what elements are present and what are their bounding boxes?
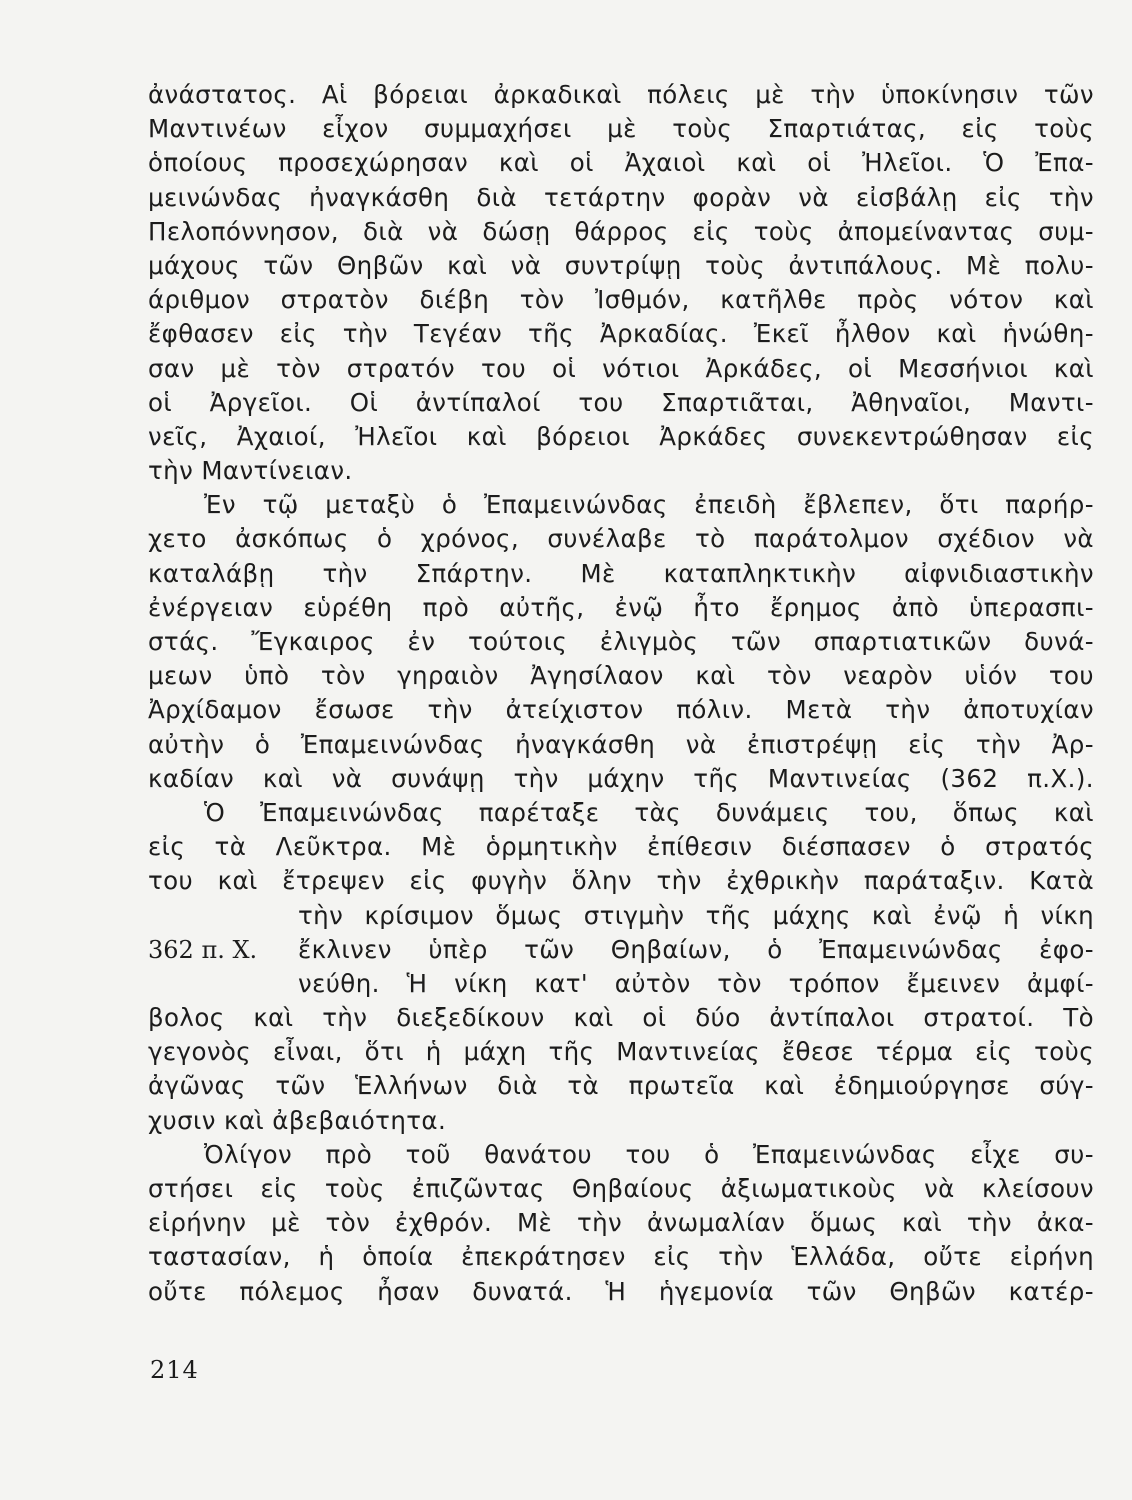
text-line: Μαντινέων εἶχον συμμαχήσει μὲ τοὺς Σπαρτιάτας, εἰς τοὺς — [148, 114, 1094, 144]
text-line: καδίαν καὶ νὰ συνάψῃ τὴν μάχην τῆς Μαντινείας (362 π.Χ.). — [148, 763, 1094, 793]
text-line: Ἐν τῷ μεταξὺ ὁ Ἐπαμεινώνδας ἐπειδὴ ἔβλεπεν, ὅτι παρήρ- — [204, 490, 1094, 520]
text-line: Ἀρχίδαμον ἔσωσε τὴν ἀτείχιστον πόλιν. Μετὰ τὴν ἀποτυχίαν — [148, 695, 1094, 725]
text-line: χετο ἀσκόπως ὁ χρόνος, συνέλαβε τὸ παράτολμον σχέδιον νὰ — [148, 524, 1094, 554]
text-line: ἀνάστατος. Αἱ βόρειαι ἀρκαδικαὶ πόλεις μὲ τὴν ὑποκίνησιν τῶν — [148, 80, 1094, 109]
text-line: καταλάβῃ τὴν Σπάρτην. Μὲ καταπληκτικὴν αἰφνιδιαστικὴν — [148, 558, 1094, 588]
text-line: αὐτὴν ὁ Ἐπαμεινώνδας ἠναγκάσθη νὰ ἐπιστρέψῃ εἰς τὴν Ἀρ- — [148, 729, 1094, 759]
text-line: ὁποίους προσεχώρησαν καὶ οἱ Ἀχαιοὶ καὶ οἱ Ἠλεῖοι. Ὁ Ἐπα- — [148, 148, 1094, 178]
text-line: ἀγῶνας τῶν Ἑλλήνων διὰ τὰ πρωτεῖα καὶ ἐδημιούργησε σύγ- — [148, 1071, 1094, 1101]
marginal-note: 362 π. Χ. — [148, 935, 258, 964]
text-line: ἔκλινεν ὑπὲρ τῶν Θηβαίων, ὁ Ἐπαμεινώνδας ἐφο- — [298, 934, 1094, 964]
text-line: τὴν κρίσιμον ὅμως στιγμὴν τῆς μάχης καὶ ἐνῷ ἡ νίκη — [298, 900, 1094, 930]
text-line: χυσιν καὶ ἀβεβαιότητα. — [148, 1105, 447, 1135]
text-line: μεινώνδας ἠναγκάσθη διὰ τετάρτην φορὰν νὰ εἰσβάλῃ εἰς τὴν — [148, 182, 1094, 212]
marginal-row — [148, 933, 1094, 967]
text-line: Πελοπόννησον, διὰ νὰ δώσῃ θάρρος εἰς τοὺς ἀπομείναντας συμ- — [148, 216, 1094, 246]
text-line: οὔτε πόλεμος ἦσαν δυνατά. Ἡ ἡγεμονία τῶν Θηβῶν κατέρ- — [148, 1276, 1094, 1306]
text-line: Ὁ Ἐπαμεινώνδας παρέταξε τὰς δυνάμεις του, ὅπως καὶ — [204, 797, 1094, 827]
text-line: ἔφθασεν εἰς τὴν Τεγέαν τῆς Ἀρκαδίας. Ἐκεῖ ἦλθον καὶ ἡνώθη- — [148, 319, 1094, 349]
text-line: εἰρήνην μὲ τὸν ἐχθρόν. Μὲ τὴν ἀνωμαλίαν ὅμως καὶ τὴν ἀκα- — [148, 1208, 1094, 1238]
text-line: του καὶ ἔτρεψεν εἰς φυγὴν ὅλην τὴν ἐχθρικὴν παράταξιν. Κατὰ — [148, 866, 1094, 896]
text-line: σαν μὲ τὸν στρατόν του οἱ νότιοι Ἀρκάδες, οἱ Μεσσήνιοι καὶ — [148, 353, 1094, 383]
text-line: οἱ Ἀργεῖοι. Οἱ ἀντίπαλοί του Σπαρτιᾶται, Ἀθηναῖοι, Μαντι- — [148, 387, 1094, 417]
text-line: Ὀλίγον πρὸ τοῦ θανάτου του ὁ Ἐπαμεινώνδας εἶχε συ- — [204, 1139, 1094, 1169]
text-line: μεων ὑπὸ τὸν γηραιὸν Ἀγησίλαον καὶ τὸν νεαρὸν υἱόν του — [148, 661, 1094, 691]
text-line: στάς. Ἔγκαιρος ἐν τούτοις ἐλιγμὸς τῶν σπαρτιατικῶν δυνά- — [148, 627, 1094, 656]
text-line: ἐνέργειαν εὑρέθη πρὸ αὐτῆς, ἐνῷ ἦτο ἔρημος ἀπὸ ὑπερασπι- — [148, 592, 1094, 622]
text-line: τὴν Μαντίνειαν. — [148, 456, 353, 486]
text-line: βολος καὶ τὴν διεξεδίκουν καὶ οἱ δύο ἀντίπαλοι στρατοί. Τὸ — [148, 1003, 1094, 1033]
text-line: στήσει εἰς τοὺς ἐπιζῶντας Θηβαίους ἀξιωματικοὺς νὰ κλείσουν — [148, 1174, 1094, 1204]
text-line: μάχους τῶν Θηβῶν καὶ νὰ συντρίψῃ τοὺς ἀντιπάλους. Μὲ πολυ- — [148, 250, 1094, 280]
text-line: νεύθη. Ἡ νίκη κατ' αὐτὸν τὸν τρόπον ἔμεινεν ἀμφί- — [298, 968, 1094, 998]
text-line: γεγονὸς εἶναι, ὅτι ἡ μάχη τῆς Μαντινείας ἔθεσε τέρμα εἰς τοὺς — [148, 1037, 1094, 1067]
text-line: ταστασίαν, ἡ ὁποία ἐπεκράτησεν εἰς τὴν Ἑλλάδα, οὔτε εἰρήνη — [148, 1242, 1094, 1272]
text-line: άριθμον στρατὸν διέβη τὸν Ἰσθμόν, κατῆλθε πρὸς νότον καὶ — [148, 285, 1094, 315]
text-line: νεῖς, Ἀχαιοί, Ἠλεῖοι καὶ βόρειοι Ἀρκάδες συνεκεντρώθησαν εἰς — [148, 421, 1094, 451]
body-text — [148, 78, 1094, 1309]
page-number: 214 — [150, 1356, 199, 1384]
text-line: εἰς τὰ Λεῦκτρα. Μὲ ὁρμητικὴν ἐπίθεσιν διέσπασεν ὁ στρατός — [148, 832, 1094, 862]
